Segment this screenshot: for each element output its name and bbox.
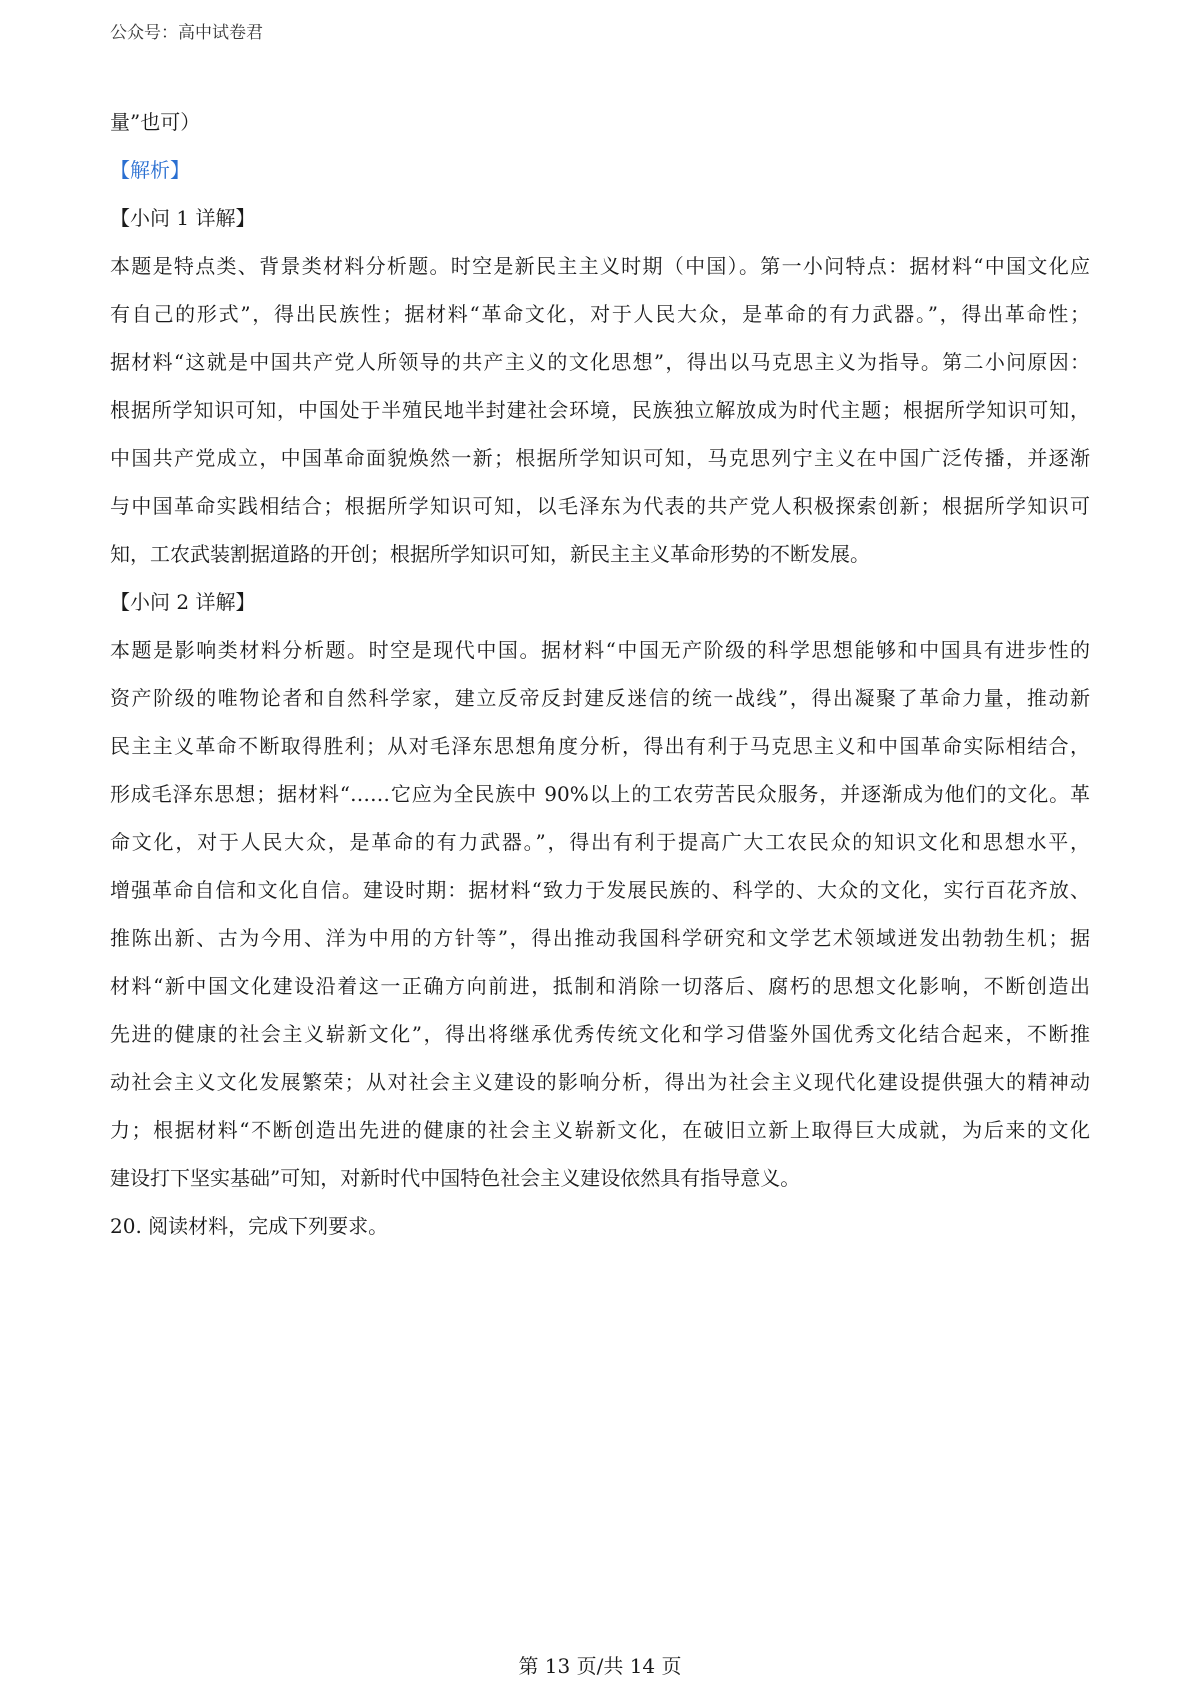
q2-line: 力；根据材料“不断创造出先进的健康的社会主义崭新文化，在破旧立新上取得巨大成就，为后来的文化 (110, 1118, 1090, 1142)
q2-line: 本题是影响类材料分析题。时空是现代中国。据材料“中国无产阶级的科学思想能够和中国具有进步性的 (110, 638, 1090, 662)
q1-line: 据材料“这就是中国共产党人所领导的共产主义的文化思想”，得出以马克思主义为指导。第二小问原因： (110, 350, 1090, 374)
q2-line: 建设打下坚实基础”可知，对新时代中国特色社会主义建设依然具有指导意义。 (110, 1166, 801, 1190)
q1-explanation (110, 242, 1090, 578)
document-body (110, 98, 1090, 1250)
q2-line: 材料“新中国文化建设沿着这一正确方向前进，抵制和消除一切落后、腐朽的思想文化影响，不断创造出 (110, 974, 1090, 998)
q2-line: 动社会主义文化发展繁荣；从对社会主义建设的影响分析，得出为社会主义现代化建设提供强大的精神动 (110, 1070, 1090, 1094)
q1-line: 有自己的形式”，得出民族性；据材料“革命文化，对于人民大众，是革命的有力武器。”，得出革命性； (110, 302, 1090, 326)
q2-line: 先进的健康的社会主义崭新文化”，得出将继承优秀传统文化和学习借鉴外国优秀文化结合起来，不断推 (110, 1022, 1090, 1046)
analysis-label: 【解析】 (110, 158, 190, 182)
q2-line: 增强革命自信和文化自信。建设时期：据材料“致力于发展民族的、科学的、大众的文化，实行百花齐放、 (110, 878, 1090, 902)
q2-line: 资产阶级的唯物论者和自然科学家，建立反帝反封建反迷信的统一战线”，得出凝聚了革命力量，推动新 (110, 686, 1090, 710)
q2-title: 【小问 2 详解】 (110, 590, 256, 614)
q1-line: 知，工农武装割据道路的开创；根据所学知识可知，新民主主义革命形势的不断发展。 (110, 542, 870, 566)
q1-line: 根据所学知识可知，中国处于半殖民地半封建社会环境，民族独立解放成为时代主题；根据所学知识可知， (110, 398, 1090, 422)
q2-line: 推陈出新、古为今用、洋为中用的方针等”，得出推动我国科学研究和文学艺术领域迸发出勃勃生机；据 (110, 926, 1090, 950)
q1-line: 本题是特点类、背景类材料分析题。时空是新民主主义时期（中国）。第一小问特点：据材料“中国文化应 (110, 254, 1090, 278)
q2-line: 形成毛泽东思想；据材料“……它应为全民族中 90%以上的工农劳苦民众服务，并逐渐成为他们的文化。革 (110, 782, 1090, 806)
q2-line: 命文化，对于人民大众，是革命的有力武器。”，得出有利于提高广大工农民众的知识文化和思想水平， (110, 830, 1090, 854)
q2-explanation (110, 626, 1090, 1202)
question-20-prompt: 20. 阅读材料，完成下列要求。 (110, 1214, 389, 1238)
header-note: 公众号：高中试卷君 (110, 23, 263, 43)
q1-title: 【小问 1 详解】 (110, 206, 256, 230)
page-number: 第 13 页/共 14 页 (518, 1654, 682, 1678)
q1-line: 中国共产党成立，中国革命面貌焕然一新；根据所学知识可知，马克思列宁主义在中国广泛传播，并逐渐 (110, 446, 1090, 470)
continued-answer-text: 量”也可） (110, 110, 201, 134)
q2-line: 民主主义革命不断取得胜利；从对毛泽东思想角度分析，得出有利于马克思主义和中国革命实际相结合， (110, 734, 1090, 758)
q1-line: 与中国革命实践相结合；根据所学知识可知，以毛泽东为代表的共产党人积极探索创新；根据所学知识可 (110, 494, 1090, 518)
